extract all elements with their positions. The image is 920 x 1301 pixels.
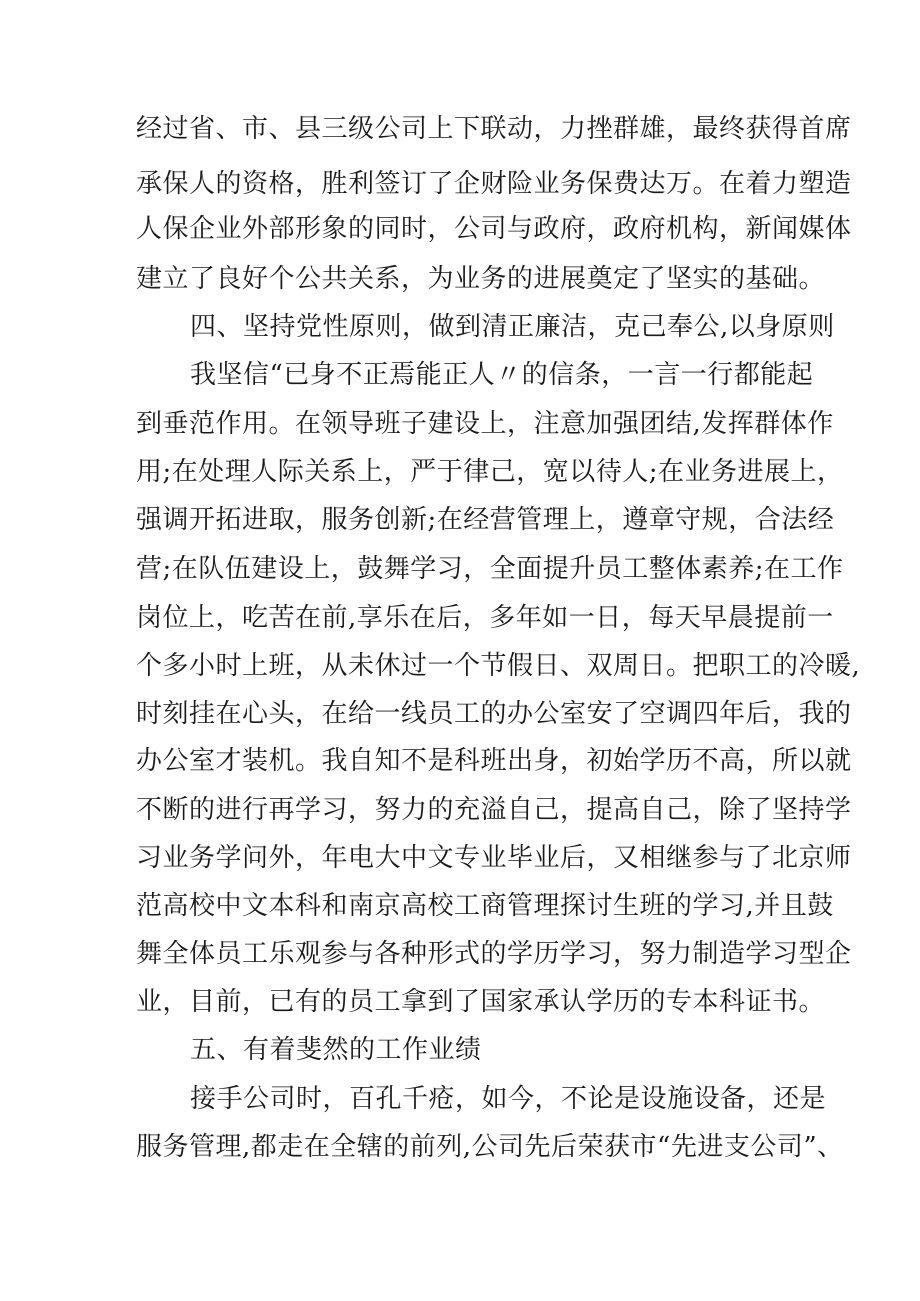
- text-line: 经过省、市、县三级公司上下联动，力挫群雄，最终获得首席: [136, 114, 852, 144]
- text-line: 建立了良好个公共关系，为业务的进展奠定了坚实的基础。: [136, 264, 826, 294]
- text-line: 营;在队伍建设上，鼓舞学习，全面提升员工整体素养;在工作: [136, 554, 844, 584]
- text-line: 业，目前，已有的员工拿到了国家承认学历的专本科证书。: [136, 987, 826, 1017]
- section-heading: 四、坚持党性原则，做到清正廉洁，克己奉公,以身原则: [190, 312, 835, 342]
- text-line: 岗位上，吃苦在前,享乐在后，多年如一日，每天早晨提前一: [136, 603, 834, 633]
- paragraph-first-line: 接手公司时，百孔千疮，如今，不论是设施设备，还是: [190, 1084, 827, 1114]
- section-heading: 五、有着斐然的工作业绩: [190, 1035, 482, 1065]
- text-line: 人保企业外部形象的同时，公司与政府，政府机构，新闻媒体: [136, 214, 852, 244]
- text-line: 舞全体员工乐观参与各种形式的学历学习，努力制造学习型企: [136, 939, 852, 969]
- text-line: 强调开拓进取，服务创新;在经营管理上，遵章守规，合法经: [136, 505, 835, 535]
- text-line: 个多小时上班，从未休过一个节假日、双周日。把职工的冷暖,: [136, 651, 861, 681]
- paragraph-first-line: 我坚信“已身不正焉能正人〃的信条，一言一行都能起: [190, 360, 814, 390]
- text-line: 到垂范作用。在领导班子建设上，注意加强团结,发挥群体作: [136, 409, 834, 439]
- text-line: 时刻挂在心头，在给一线员工的办公室安了空调四年后，我的: [136, 699, 852, 729]
- text-line: 范高校中文本科和南京高校工商管理探讨生班的学习,并且鼓: [136, 891, 834, 921]
- text-line: 习业务学问外，年电大中文专业毕业后，又相继参与了北京师: [136, 843, 852, 873]
- text-line: 办公室才装机。我自知不是科班出身，初始学历不高，所以就: [136, 746, 852, 776]
- text-line: 用;在处理人际关系上，严于律己，宽以待人;在业务进展上，: [136, 457, 844, 487]
- text-line: 服务管理,都走在全辖的前列,公司先后荣获市“先进支公司”、: [136, 1132, 844, 1162]
- text-line: 承保人的资格，胜利签订了企财险业务保费达万。在着力塑造: [136, 169, 852, 199]
- text-line: 不断的进行再学习，努力的充溢自己，提高自己，除了坚持学: [136, 795, 852, 825]
